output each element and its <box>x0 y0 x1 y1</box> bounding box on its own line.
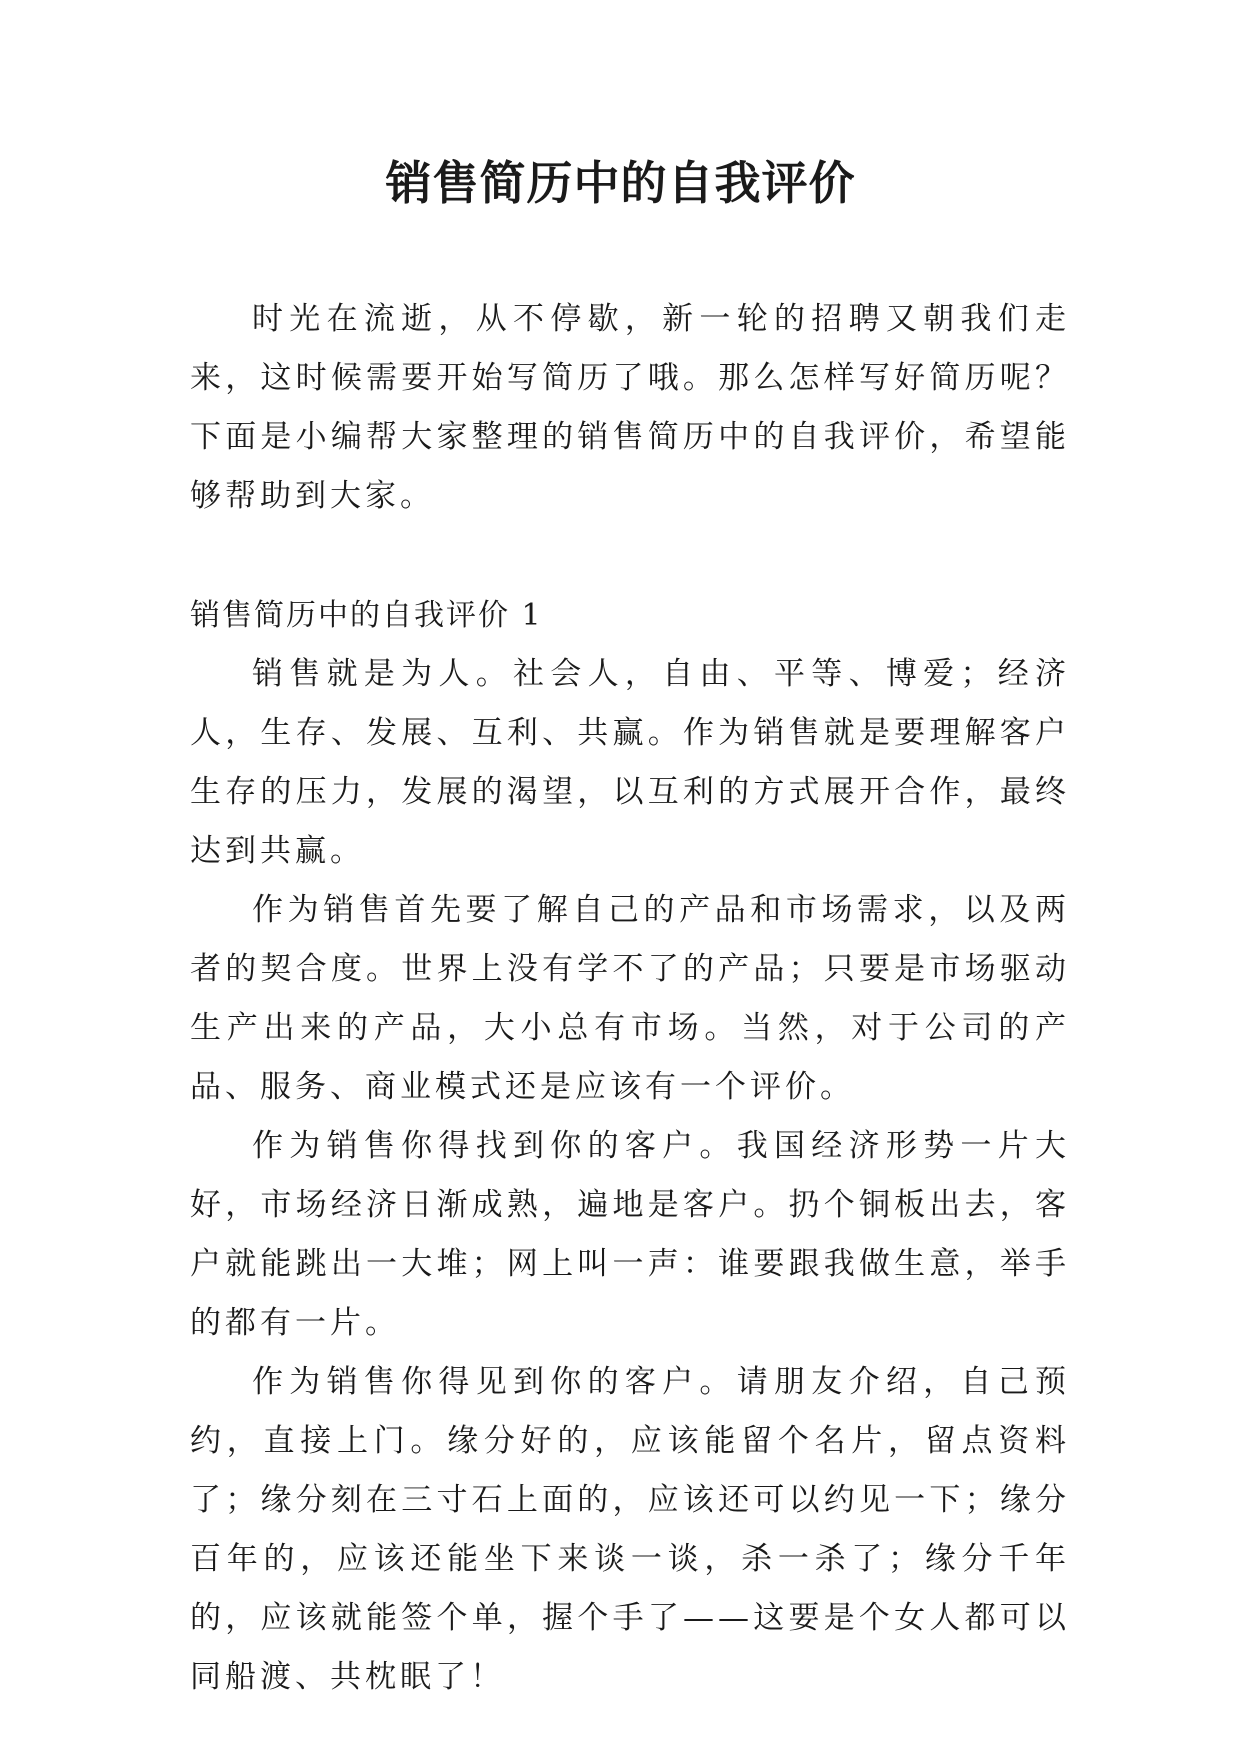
page-title: 销售简历中的自我评价 <box>385 156 856 210</box>
body-paragraph-2: 作为销售首先要了解自己的产品和市场需求，以及两者的契合度。世界上没有学不了的产品；只要是市场驱动生产出来的产品，大小总有市场。当然，对于公司的产品、服务、商业模式还是应该有一个评价。 <box>190 892 1070 1105</box>
paragraph-gap <box>190 526 1070 586</box>
body-paragraph-3: 作为销售你得找到你的客户。我国经济形势一片大好，市场经济日渐成熟，遍地是客户。扔个铜板出去，客户就能跳出一大堆；网上叫一声：谁要跟我做生意，举手的都有一片。 <box>190 1128 1070 1341</box>
body-paragraph-1: 销售就是为人。社会人，自由、平等、博爱；经济人，生存、发展、互利、共赢。作为销售就是要理解客户生存的压力，发展的渴望，以互利的方式展开合作，最终达到共赢。 <box>190 656 1070 869</box>
document-body <box>190 290 1070 1707</box>
body-paragraph-4: 作为销售你得见到你的客户。请朋友介绍，自己预约，直接上门。缘分好的，应该能留个名片，留点资料了；缘分刻在三寸石上面的，应该还可以约见一下；缘分百年的，应该还能坐下来谈一谈，杀一杀了；缘分千年的，应该就能签个单，握个手了——这要是个女人都可以同船渡、共枕眠了！ <box>190 1364 1070 1695</box>
section-heading: 销售简历中的自我评价 1 <box>190 598 543 633</box>
intro-paragraph: 时光在流逝，从不停歇，新一轮的招聘又朝我们走来，这时候需要开始写简历了哦。那么怎样写好简历呢？下面是小编帮大家整理的销售简历中的自我评价，希望能够帮助到大家。 <box>190 301 1070 514</box>
